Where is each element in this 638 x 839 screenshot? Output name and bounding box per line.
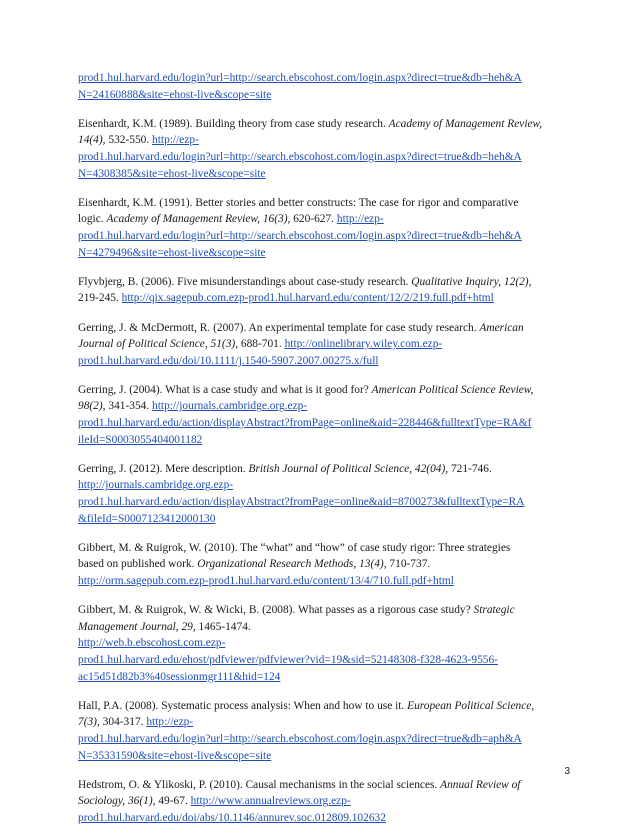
reference-text: 304-317. [99,716,147,729]
reference-link[interactable]: http://www.annualreviews.org.ezp- [190,795,351,808]
reference-line [78,635,570,652]
reference-link[interactable]: N=4279496&site=ehost-live&scope=site [78,246,266,259]
reference-link[interactable]: N=4308385&site=ehost-live&scope=site [78,167,266,180]
reference-line [78,748,570,765]
reference-line [78,415,570,432]
reference-line [78,731,570,748]
reference-text: 710-737. [386,558,431,571]
reference-source: Management Journal, 29, [78,620,196,633]
reference-entry [78,698,570,764]
reference-link[interactable]: prod1.hul.harvard.edu/action/displayAbstract?fromPage=online&aid=8700273&fulltextType=RA [78,496,525,509]
reference-text: Flyvbjerg, B. (2006). Five misunderstandings about case-study research. [78,275,412,288]
reference-line [78,714,570,731]
reference-line [78,494,570,511]
reference-line [78,336,570,353]
reference-source: Academy of Management Review, [388,117,543,130]
reference-line [78,245,570,262]
reference-line [78,149,570,166]
reference-text: 532-550. [105,134,153,147]
reference-entry [78,195,570,261]
reference-entry [78,777,570,827]
reference-source: Organizational Research Methods, 13(4), [197,558,387,571]
reference-entry [78,320,570,370]
reference-text: Gerring, J. (2012). Mere description. [78,462,249,475]
reference-line [78,652,570,669]
reference-line [78,698,570,715]
reference-text: 49-67. [155,795,191,808]
reference-line [78,619,570,636]
reference-line [78,669,570,686]
reference-line [78,320,570,337]
reference-text: 341-354. [105,400,153,413]
reference-source: Annual Review of [440,778,521,791]
reference-link[interactable]: prod1.hul.harvard.edu/ehost/pdfviewer/pdfviewer?vid=19&sid=52148308-f328-4623-9556- [78,653,498,666]
reference-line [78,461,570,478]
reference-source: 14(4), [78,134,106,147]
reference-entry [78,461,570,527]
reference-entry [78,70,570,103]
reference-line [78,432,570,449]
reference-line [78,195,570,212]
reference-link[interactable]: http://ezp- [152,134,199,147]
reference-line [78,810,570,827]
reference-text: based on published work. [78,558,198,571]
reference-line [78,398,570,415]
reference-link[interactable]: prod1.hul.harvard.edu/action/displayAbstract?fromPage=online&aid=228446&fulltextType=RA&f [78,417,532,430]
reference-line [78,228,570,245]
reference-link[interactable]: ac15d51d82b3%40sessionmgr111&hid=124 [78,670,281,683]
page-number: 3 [564,766,570,777]
reference-link[interactable]: ileId=S0003055404001182 [78,433,203,446]
reference-entry [78,274,570,307]
reference-text: 1465-1474. [195,620,251,633]
reference-source: Sociology, 36(1), [78,795,156,808]
reference-text: Gibbert, M. & Ruigrok, W. & Wicki, B. (2008). What passes as a rigorous case study? [78,604,474,617]
reference-link[interactable]: http://qix.sagepub.com.ezp-prod1.hul.harvard.edu/content/12/2/219.full.pdf+html [121,292,494,305]
reference-text: logic. [78,213,107,226]
reference-text: Hall, P.A. (2008). Systematic process analysis: When and how to use it. [78,699,408,712]
reference-link[interactable]: prod1.hul.harvard.edu/login?url=http://search.ebscohost.com/login.aspx?direct=true&db=heh&A [78,150,522,163]
reference-link[interactable]: http://orm.sagepub.com.ezp-prod1.hul.harvard.edu/content/13/4/710.full.pdf+html [78,575,454,587]
reference-source: Academy of Management Review, 16(3), [106,213,291,226]
reference-text: 620-627. [290,213,337,226]
reference-text: 721-746. [448,462,492,475]
reference-link[interactable]: prod1.hul.harvard.edu/login?url=http://search.ebscohost.com/login.aspx?direct=true&db=heh&A [78,229,522,242]
reference-source: Journal of Political Science, 51(3), [78,338,239,351]
reference-text: 219-245. [78,292,122,305]
reference-entry [78,382,570,448]
reference-line [78,511,570,528]
reference-entry [78,116,570,182]
reference-line [78,540,570,557]
reference-list [78,70,570,839]
reference-line [78,602,570,619]
reference-line [78,274,570,291]
reference-source: American [479,321,524,334]
reference-line [78,573,570,590]
reference-link[interactable]: http://journals.cambridge.org.ezp- [152,400,308,413]
reference-link[interactable]: http://web.b.ebscohost.com.ezp- [78,637,226,650]
reference-line [78,116,570,133]
reference-link[interactable]: &fileId=S0007123412000130 [78,512,216,525]
reference-link[interactable]: prod1.hul.harvard.edu/login?url=http://search.ebscohost.com/login.aspx?direct=true&db=heh&A [78,72,522,84]
reference-text: Eisenhardt, K.M. (1989). Building theory from case study research. [78,117,389,130]
reference-line [78,211,570,228]
reference-source: 7(3), [78,716,100,729]
reference-source: Strategic [473,604,515,617]
reference-link[interactable]: http://ezp- [146,716,194,729]
reference-line [78,70,570,87]
reference-line [78,382,570,399]
reference-link[interactable]: prod1.hul.harvard.edu/doi/abs/10.1146/annurev.soc.012809.102632 [78,811,386,824]
reference-line [78,132,570,149]
reference-link[interactable]: http://onlinelibrary.wiley.com.ezp- [284,338,443,351]
reference-line [78,166,570,183]
reference-link[interactable]: N=24160888&site=ehost-live&scope=site [78,88,272,101]
reference-text: Gibbert, M. & Ruigrok, W. (2010). The “what” and “how” of case study rigor: Three strategies [78,541,511,554]
reference-source: European Political Science, [407,699,535,712]
reference-link[interactable]: N=35331590&site=ehost-live&scope=site [78,749,272,762]
reference-text: Hedstrom, O. & Ylikoski, P. (2010). Causal mechanisms in the social sciences. [78,778,441,791]
reference-source: American Political Science Review, [371,383,534,396]
reference-line [78,290,570,307]
reference-entry [78,602,570,685]
reference-line [78,793,570,810]
reference-entry [78,540,570,590]
reference-text: Eisenhardt, K.M. (1991). Better stories and better constructs: The case for rigor and comparative [78,196,519,209]
reference-link[interactable]: http://journals.cambridge.org.ezp- [78,479,234,492]
reference-source: 98(2), [78,400,106,413]
reference-text: Gerring, J. & McDermott, R. (2007). An experimental template for case study research. [78,321,480,334]
reference-link[interactable]: prod1.hul.harvard.edu/login?url=http://search.ebscohost.com/login.aspx?direct=true&db=aph&A [78,732,522,745]
reference-line [78,353,570,370]
reference-line [78,777,570,794]
reference-text: Gerring, J. (2004). What is a case study and what is it good for? [78,383,372,396]
reference-text: 688-701. [238,338,285,351]
reference-source: Qualitative Inquiry, 12(2), [411,275,532,288]
reference-line [78,477,570,494]
reference-link[interactable]: http://ezp- [336,213,384,226]
reference-line [78,556,570,573]
reference-source: British Journal of Political Science, 42(04), [248,462,449,475]
reference-line [78,87,570,104]
reference-link[interactable]: prod1.hul.harvard.edu/doi/10.1111/j.1540-5907.2007.00275.x/full [78,354,379,367]
